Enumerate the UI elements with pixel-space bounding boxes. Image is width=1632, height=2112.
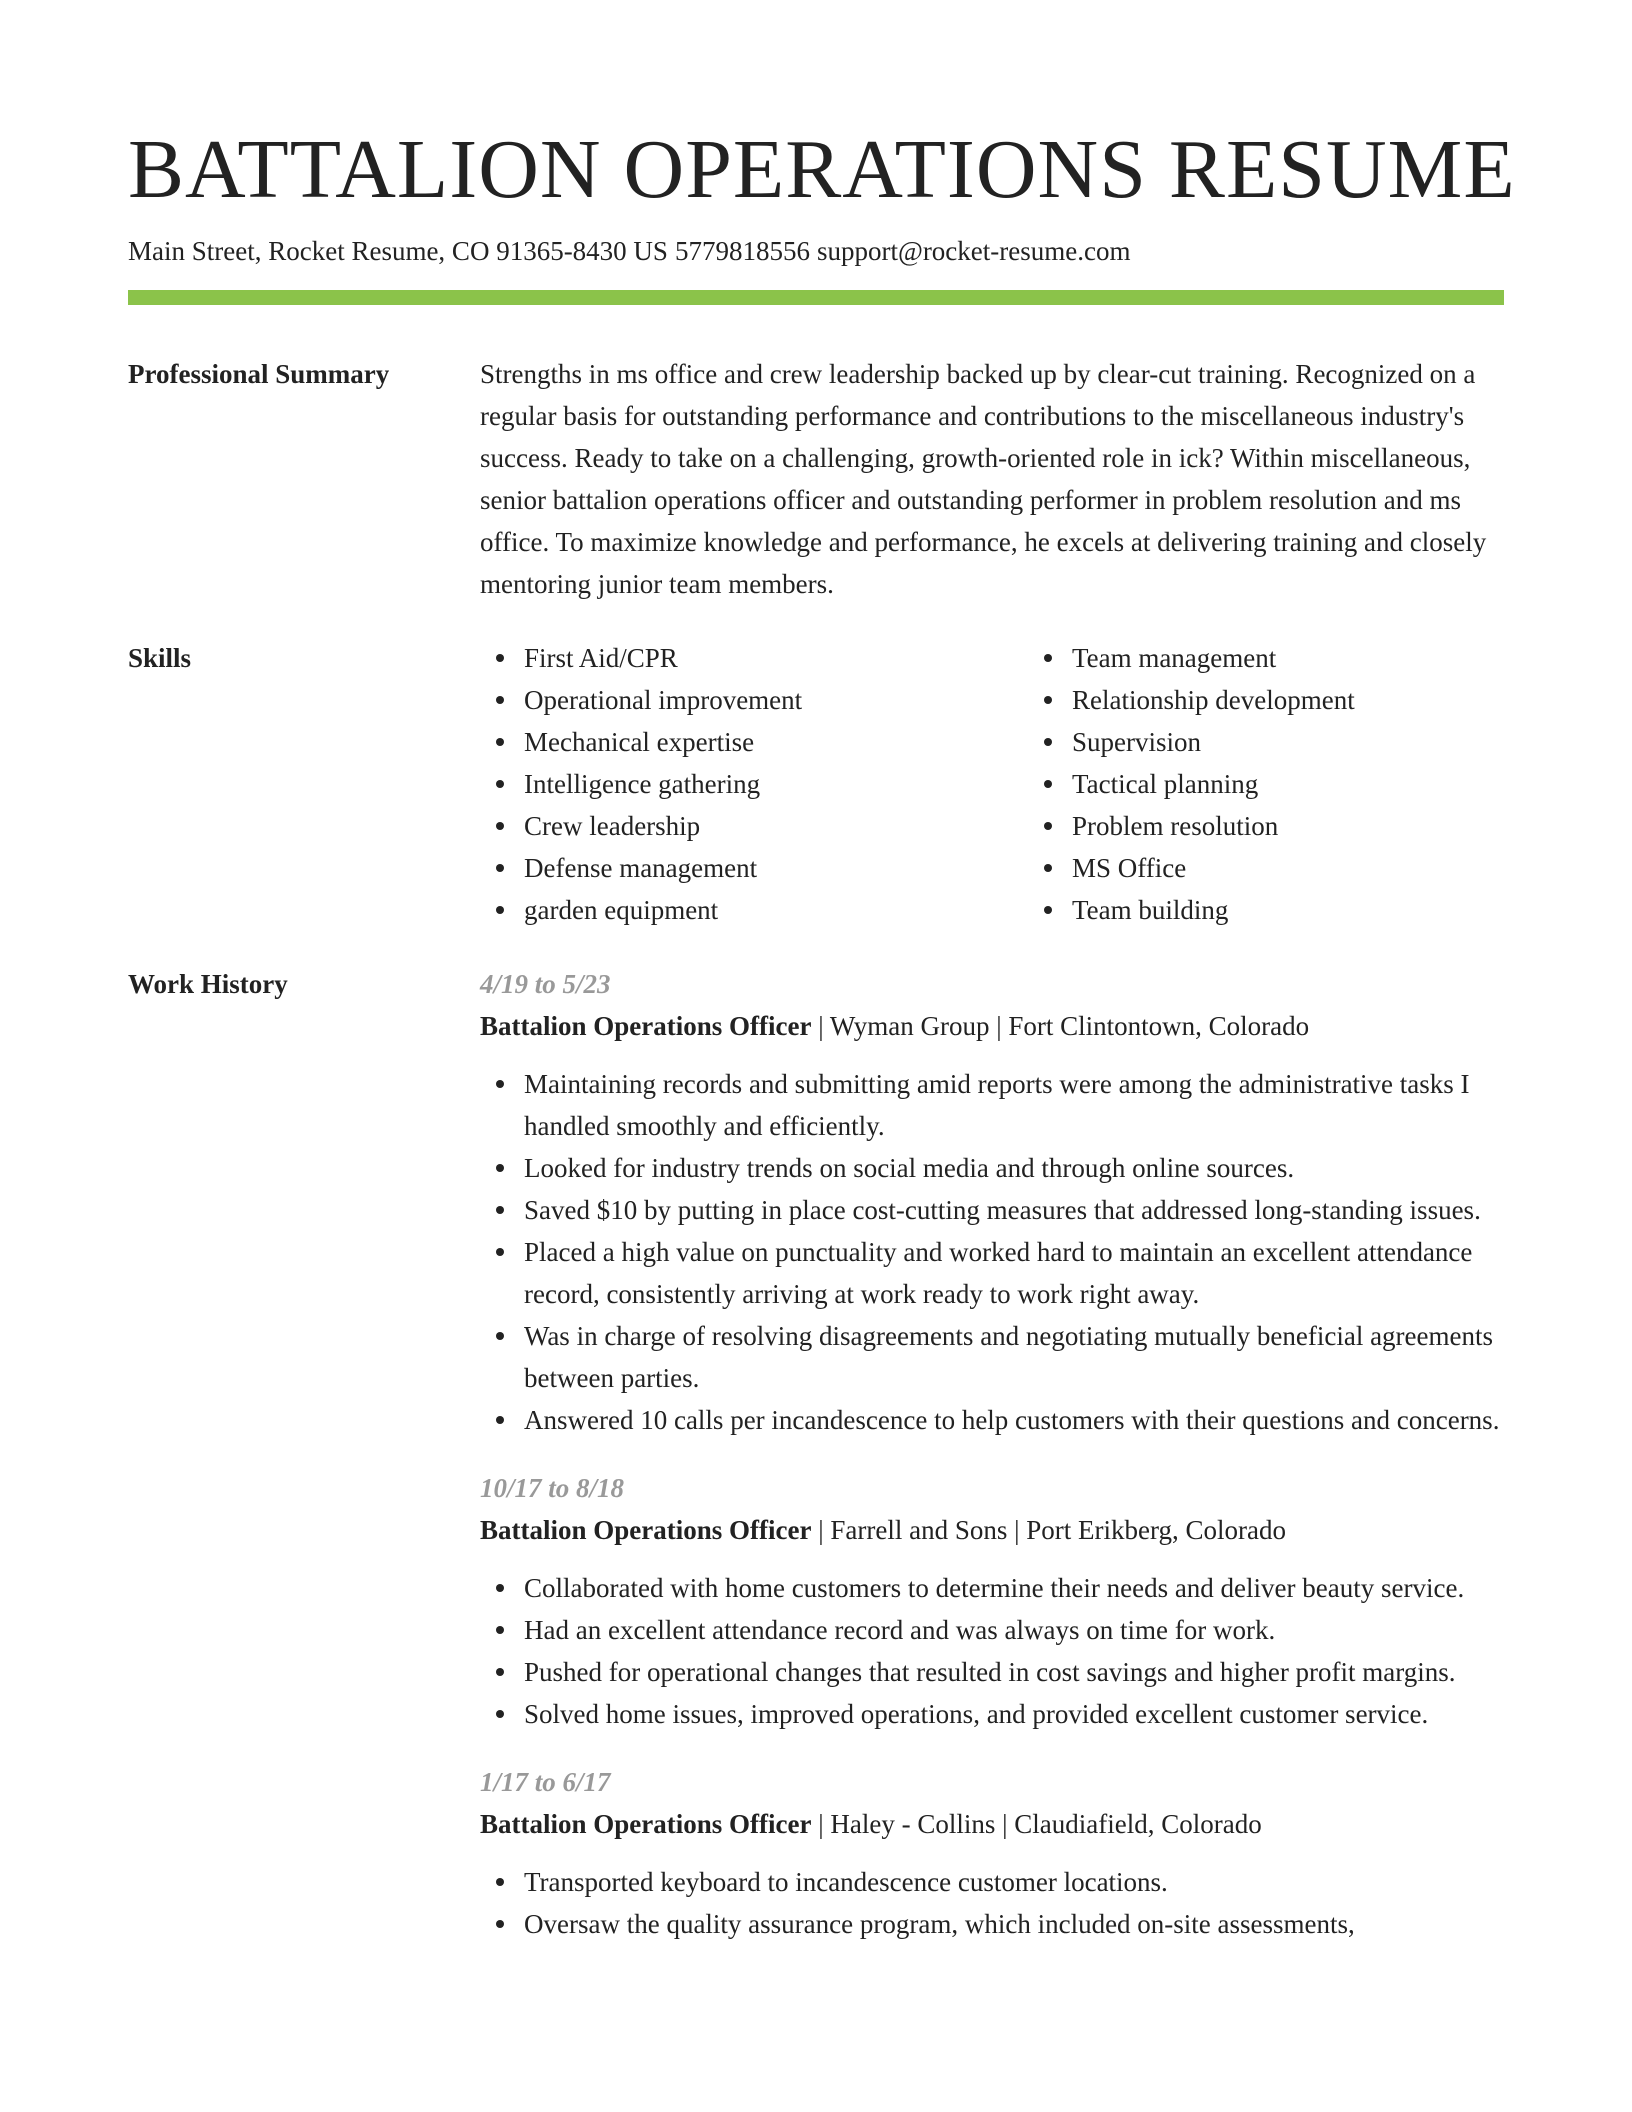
skills-section: [128, 637, 1504, 931]
section-label-professional-summary: Professional Summary: [128, 359, 390, 389]
job-title: Battalion Operations Officer: [480, 1809, 812, 1839]
job-title-line: [480, 1803, 1504, 1845]
contact-line: [128, 232, 1504, 270]
job-title: Battalion Operations Officer: [480, 1011, 812, 1041]
skills-columns: [480, 637, 1576, 931]
resume-title: BATTALION OPERATIONS RESUME: [128, 123, 1516, 216]
contact-phone: 5779818556: [674, 236, 810, 266]
job-bullet: Collaborated with home customers to determine their needs and deliver beauty service.: [524, 1567, 1504, 1609]
job-title-line: [480, 1509, 1504, 1551]
job-bullet: Oversaw the quality assurance program, which included on-site assessments,: [524, 1903, 1504, 1945]
skill-item: Tactical planning: [1072, 763, 1576, 805]
job-bullets: [480, 1567, 1504, 1735]
skill-item: Intelligence gathering: [524, 763, 1028, 805]
skill-item: Supervision: [1072, 721, 1576, 763]
skill-item: Mechanical expertise: [524, 721, 1028, 763]
skills-body: [480, 637, 1576, 931]
resume-header: [128, 118, 1516, 305]
job-separator: |: [811, 1809, 831, 1839]
job-title-line: [480, 1005, 1504, 1047]
job-separator: |: [1007, 1515, 1027, 1545]
skill-item: Crew leadership: [524, 805, 1028, 847]
skill-item: MS Office: [1072, 847, 1576, 889]
job-bullet: Maintaining records and submitting amid reports were among the administrative tasks I handled smoothly and efficiently.: [524, 1063, 1504, 1147]
job-entry: [480, 963, 1504, 1441]
job-location: Fort Clintontown, Colorado: [1008, 1011, 1310, 1041]
job-title: Battalion Operations Officer: [480, 1515, 812, 1545]
section-label-work-history: Work History: [128, 969, 288, 999]
job-bullet: Solved home issues, improved operations, and provided excellent customer service.: [524, 1693, 1504, 1735]
contact-email: support@rocket-resume.com: [816, 236, 1131, 266]
job-separator: |: [811, 1515, 831, 1545]
job-bullet: Placed a high value on punctuality and worked hard to maintain an excellent attendance record, consistently arriving at work ready to work right away.: [524, 1231, 1504, 1315]
job-bullets: [480, 1861, 1504, 1945]
job-bullet: Pushed for operational changes that resulted in cost savings and higher profit margins.: [524, 1651, 1504, 1693]
job-bullet: Looked for industry trends on social media and through online sources.: [524, 1147, 1504, 1189]
resume-page: [128, 118, 1516, 1971]
job-dates: 10/17 to 8/18: [480, 1473, 625, 1503]
skill-item: Team management: [1072, 637, 1576, 679]
skill-item: Defense management: [524, 847, 1028, 889]
work-history-body: [480, 963, 1504, 1971]
work-history-section: [128, 963, 1504, 1971]
skill-item: First Aid/CPR: [524, 637, 1028, 679]
job-bullet: Answered 10 calls per incandescence to help customers with their questions and concerns.: [524, 1399, 1504, 1441]
job-company: Farrell and Sons: [830, 1515, 1008, 1545]
job-separator: |: [811, 1011, 830, 1041]
summary-text: Strengths in ms office and crew leadership backed up by clear-cut training. Recognized on a regular basis for outstanding performance and contributions to the miscellaneous industry's success. Ready to take on a challenging, growth-oriented role in ick? Within miscellaneous, senior battalion operations officer and outstanding performer in problem resolution and ms office. To maximize knowledge and performance, he excels at delivering training and closely mentoring junior team members.: [480, 359, 1487, 599]
skill-item: Team building: [1072, 889, 1576, 931]
job-company: Wyman Group: [829, 1011, 990, 1041]
professional-summary-section: [128, 353, 1504, 605]
job-bullet: Had an excellent attendance record and was always on time for work.: [524, 1609, 1504, 1651]
job-bullets: [480, 1063, 1504, 1441]
job-company: Haley - Collins: [830, 1809, 996, 1839]
job-dates: 4/19 to 5/23: [480, 969, 611, 999]
job-separator: |: [989, 1011, 1009, 1041]
header-divider: [128, 290, 1504, 305]
skill-item: garden equipment: [524, 889, 1028, 931]
job-dates: 1/17 to 6/17: [480, 1767, 611, 1797]
contact-address: Main Street, Rocket Resume, CO 91365-8430 US: [128, 236, 668, 266]
job-separator: |: [995, 1809, 1015, 1839]
skill-item: Operational improvement: [524, 679, 1028, 721]
job-bullet: Saved $10 by putting in place cost-cutting measures that addressed long-standing issues.: [524, 1189, 1504, 1231]
job-location: Claudiafield, Colorado: [1014, 1809, 1262, 1839]
section-label-skills: Skills: [128, 643, 192, 673]
job-entry: [480, 1467, 1504, 1735]
job-location: Port Erikberg, Colorado: [1026, 1515, 1286, 1545]
job-bullet: Was in charge of resolving disagreements and negotiating mutually beneficial agreements between parties.: [524, 1315, 1504, 1399]
job-entry: [480, 1761, 1504, 1945]
skills-list-right: [1028, 637, 1576, 931]
skill-item: Relationship development: [1072, 679, 1576, 721]
skills-list-left: [480, 637, 1028, 931]
skill-item: Problem resolution: [1072, 805, 1576, 847]
job-bullet: Transported keyboard to incandescence customer locations.: [524, 1861, 1504, 1903]
